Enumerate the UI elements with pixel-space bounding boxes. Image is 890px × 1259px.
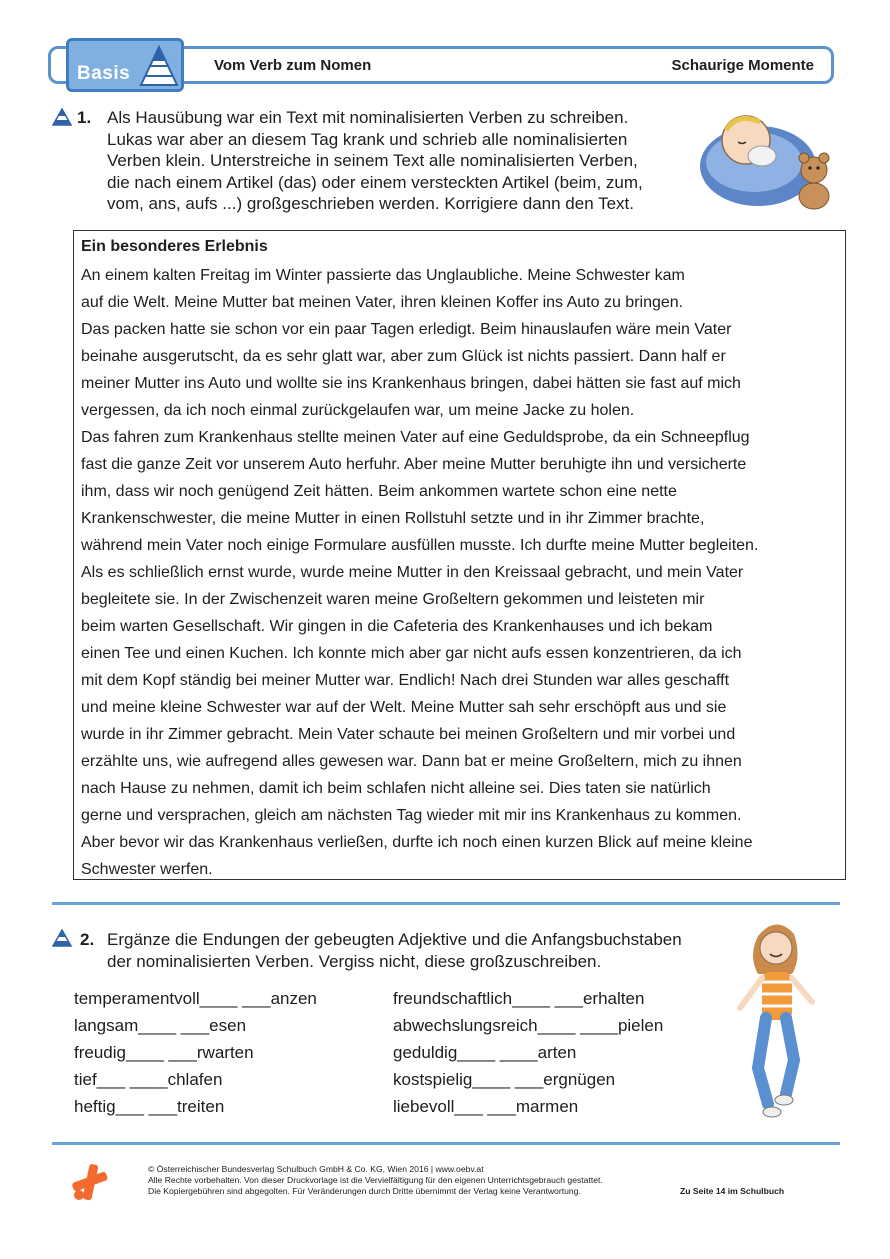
level-basic-icon [52, 108, 72, 126]
story-line: Das fahren zum Krankenhaus stellte meinen Vater auf eine Geduldsprobe, da ein Schneepflug [81, 429, 750, 446]
copyright-line: © Österreichischer Bundesverlag Schulbuch GmbH & Co. KG, Wien 2016 | www.oebv.at [148, 1164, 484, 1174]
copyright-line: Alle Rechte vorbehalten. Von dieser Druckvorlage ist die Vervielfältigung für den eigenen Unterrichtsgebrauch gestattet. [148, 1175, 603, 1185]
word-item[interactable]: langsam____ ___esen [74, 1016, 247, 1035]
copyright-notice [148, 1164, 603, 1197]
word-item[interactable]: kostspielig____ ___ergnügen [393, 1070, 616, 1089]
word-item[interactable]: temperamentvoll____ ___anzen [74, 989, 317, 1008]
publisher-logo-icon [70, 1162, 110, 1202]
task-2-instruction [107, 929, 682, 972]
word-item[interactable]: liebevoll___ ___marmen [393, 1097, 579, 1116]
footer-divider [52, 1142, 840, 1145]
sleeping-baby-illustration [698, 104, 844, 214]
story-line: meiner Mutter ins Auto und wollte sie ins Krankenhaus bringen, dabei hätten sie fast auf mich [81, 375, 741, 392]
word-item[interactable]: freudig____ ___rwarten [74, 1043, 254, 1062]
task-1-line: Verben klein. Unterstreiche in seinem Text alle nominalisierten Verben, [107, 151, 638, 170]
word-list-right [393, 985, 663, 1120]
story-line: ihm, dass wir noch genügend Zeit hätten. Beim ankommen wartete schon eine nette [81, 483, 677, 500]
task-2-number: 2. [80, 930, 95, 949]
story-line: An einem kalten Freitag im Winter passierte das Unglaubliche. Meine Schwester kam [81, 267, 685, 284]
task-1-line: Als Hausübung war ein Text mit nominalisierten Verben zu schreiben. [107, 108, 629, 127]
task-2-line: Ergänze die Endungen der gebeugten Adjektive und die Anfangsbuchstaben [107, 930, 682, 949]
task-1-line: vom, ans, aufs ...) großgeschrieben werden. Korrigiere dann den Text. [107, 194, 634, 213]
story-line: nach Hause zu nehmen, damit ich beim schlafen nicht alleine sei. Dies taten sie natürlich [81, 780, 711, 797]
story-line: beim warten Gesellschaft. Wir gingen in die Cafeteria des Krankenhauses und ich bekam [81, 618, 713, 635]
copyright-line: Die Kopiergebühren sind abgegolten. Für Veränderungen durch Dritte übernimmt der Verlag keine Verantwortung. [148, 1186, 581, 1196]
story-line: während mein Vater noch einige Formulare ausfüllen musste. Ich durfte meine Mutter begleiten. [81, 537, 759, 554]
word-item[interactable]: heftig___ ___treiten [74, 1097, 225, 1116]
basis-badge [66, 38, 184, 92]
word-item[interactable]: tief___ ____chlafen [74, 1070, 223, 1089]
story-line: beinahe ausgerutscht, da es sehr glatt war, aber zum Glück ist nichts passiert. Dann half er [81, 348, 726, 365]
level-basic-icon [52, 929, 72, 947]
word-item[interactable]: geduldig____ ____arten [393, 1043, 577, 1062]
textbook-reference: Zu Seite 14 im Schulbuch [680, 1186, 785, 1196]
story-line: Krankenschwester, die meine Mutter in einen Rollstuhl setzte und in ihr Zimmer brachte, [81, 510, 705, 527]
story-line: Das packen hatte sie schon vor ein paar Tagen erledigt. Beim hinauslaufen wäre mein Vater [81, 321, 732, 338]
task-1-line: Lukas war aber an diesem Tag krank und schrieb alle nominalisierten [107, 129, 628, 149]
basis-label: Basis [77, 63, 131, 84]
worksheet-title: Vom Verb zum Nomen [214, 57, 372, 74]
task-2-line: der nominalisierten Verben. Vergiss nicht, diese großzuschreiben. [107, 951, 602, 971]
story-text [81, 262, 843, 883]
story-line: fast die ganze Zeit vor unserem Auto herfuhr. Aber meine Mutter beruhigte ihn und versicherte [81, 456, 747, 473]
level-triangle-icon [139, 45, 179, 89]
story-line: begleitete sie. In der Zwischenzeit waren meine Großeltern gekommen und leisteten mir [81, 591, 705, 608]
story-line: Als es schließlich ernst wurde, wurde meine Mutter in den Kreissaal gebracht, und mein Vater [81, 564, 744, 581]
task-1-line: die nach einem Artikel (das) oder einem versteckten Artikel (beim, zum, [107, 172, 643, 192]
story-line: vergessen, da ich noch einmal zurückgelaufen war, um meine Jacke zu holen. [81, 402, 635, 419]
task-1-instruction [107, 107, 643, 215]
word-list-left [74, 985, 317, 1120]
story-line: mit dem Kopf ständig bei meiner Mutter war. Endlich! Nach drei Stunden war alles geschafft [81, 672, 730, 689]
story-line: und meine kleine Schwester war auf der Welt. Meine Mutter sah sehr erschöpft aus und sie [81, 699, 727, 716]
word-item[interactable]: freundschaftlich____ ___erhalten [393, 989, 645, 1008]
story-title: Ein besonderes Erlebnis [81, 238, 268, 255]
story-line: wurde in ihr Zimmer gebracht. Mein Vater schaute bei meinen Großeltern und mir vorbei und [81, 726, 736, 743]
story-line: gerne und versprachen, gleich am nächsten Tag wieder mit mir ins Krankenhaus zu kommen. [81, 807, 742, 824]
worksheet-topic: Schaurige Momente [671, 57, 814, 74]
section-divider [52, 902, 840, 905]
task-1-number: 1. [77, 108, 92, 127]
running-girl-illustration [728, 918, 824, 1124]
story-line: Schwester werfen. [81, 861, 213, 878]
word-item[interactable]: abwechslungsreich____ ____pielen [393, 1016, 664, 1035]
story-line: erzählte uns, wie aufregend alles gewesen war. Dann bat er meine Großeltern, mich zu ihnen [81, 753, 742, 770]
story-line: auf die Welt. Meine Mutter bat meinen Vater, ihren kleinen Koffer ins Auto zu bringen. [81, 294, 684, 311]
story-line: Aber bevor wir das Krankenhaus verließen, durfte ich noch einen kurzen Blick auf meine kleine [81, 834, 753, 851]
story-line: einen Tee und einen Kuchen. Ich konnte mich aber gar nicht aufs essen konzentrieren, da ich [81, 645, 742, 662]
